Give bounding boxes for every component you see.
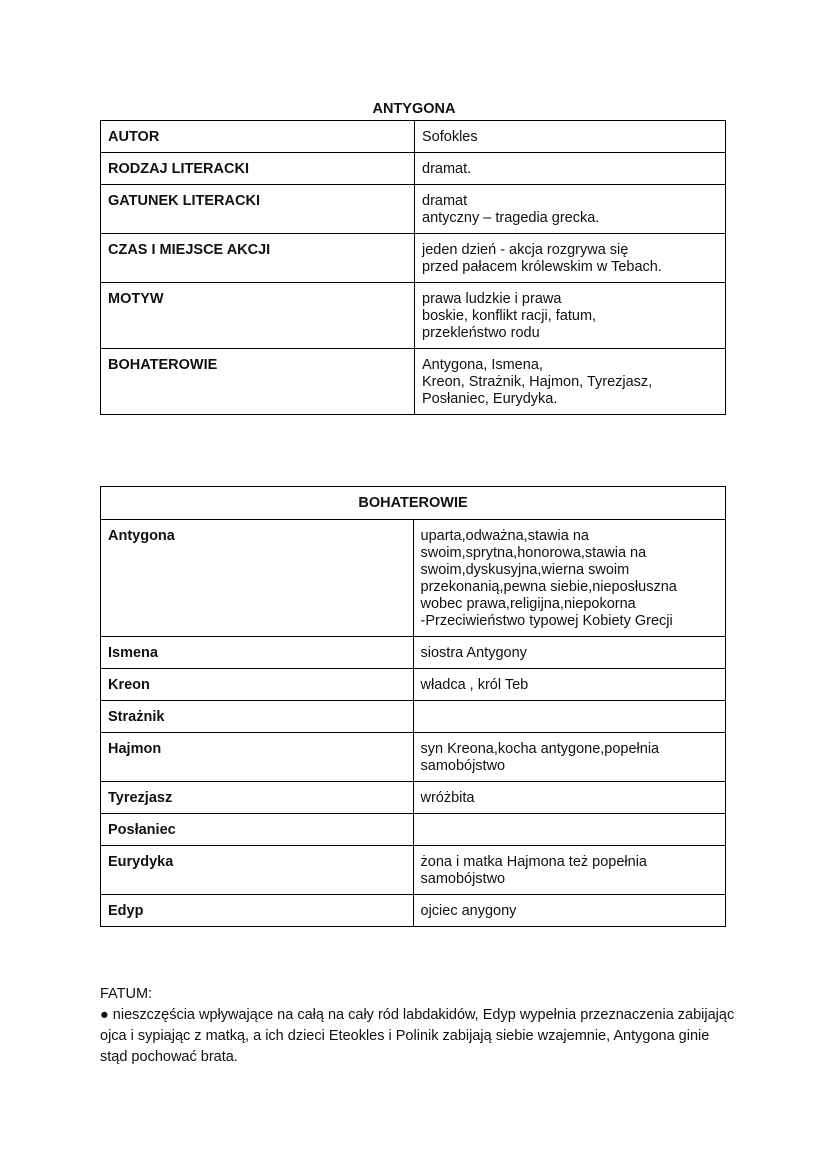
character-name: Hajmon <box>101 733 414 782</box>
table-row <box>101 814 726 846</box>
table-row <box>101 283 726 349</box>
character-name: Tyrezjasz <box>101 782 414 814</box>
character-desc: syn Kreona,kocha antygone,popełnia samobójstwo <box>413 733 726 782</box>
page-title: ANTYGONA <box>372 101 456 117</box>
table-row <box>101 349 726 415</box>
row-key: CZAS I MIEJSCE AKCJI <box>101 234 415 283</box>
fatum-text: ● nieszczęścia wpływające na całą na cały ród labdakidów, Edyp wypełnia przeznaczenia zabijając ojca i sypiając z matką, a ich dzieci Eteokles i Polinik zabijają siebie wzajemnie, Antygona ginie stąd pochować brata. <box>100 1007 735 1065</box>
character-desc: uparta,odważna,stawia na swoim,sprytna,honorowa,stawia na swoim,dyskusyjna,wierna swoim przekonanią,pewna siebie,nieposłuszna wobec prawa,religijna,niepokorna -Przeciwieństwo typowej Kobiety Grecji <box>413 520 726 637</box>
character-desc: ojciec anygony <box>413 895 726 927</box>
character-desc: żona i matka Hajmona też popełnia samobójstwo <box>413 846 726 895</box>
table-row <box>101 153 726 185</box>
fatum-heading: FATUM: <box>100 986 153 1002</box>
characters-header: BOHATEROWIE <box>101 487 726 520</box>
info-table <box>100 120 726 415</box>
table-row <box>101 895 726 927</box>
characters-table <box>100 486 726 927</box>
character-name: Kreon <box>101 669 414 701</box>
row-value: Sofokles <box>415 121 726 153</box>
table-row <box>101 234 726 283</box>
row-value: jeden dzień - akcja rozgrywa się przed pałacem królewskim w Tebach. <box>415 234 726 283</box>
table-row <box>101 846 726 895</box>
row-key: BOHATEROWIE <box>101 349 415 415</box>
character-name: Strażnik <box>101 701 414 733</box>
character-name: Posłaniec <box>101 814 414 846</box>
character-name: Eurydyka <box>101 846 414 895</box>
character-desc: wróżbita <box>413 782 726 814</box>
table-row <box>101 121 726 153</box>
row-value: dramat antyczny – tragedia grecka. <box>415 185 726 234</box>
character-desc: władca , król Teb <box>413 669 726 701</box>
row-value: prawa ludzkie i prawa boskie, konflikt racji, fatum, przekleństwo rodu <box>415 283 726 349</box>
character-name: Ismena <box>101 637 414 669</box>
table-row <box>101 782 726 814</box>
table-row <box>101 669 726 701</box>
row-key: RODZAJ LITERACKI <box>101 153 415 185</box>
character-desc <box>413 701 726 733</box>
character-desc: siostra Antygony <box>413 637 726 669</box>
character-desc <box>413 814 726 846</box>
table-row <box>101 637 726 669</box>
table-row <box>101 185 726 234</box>
row-value: dramat. <box>415 153 726 185</box>
character-name: Antygona <box>101 520 414 637</box>
table-header-row <box>101 487 726 520</box>
fatum-section <box>100 984 740 1068</box>
row-key: AUTOR <box>101 121 415 153</box>
table-row <box>101 701 726 733</box>
table-row <box>101 520 726 637</box>
row-value: Antygona, Ismena, Kreon, Strażnik, Hajmon, Tyrezjasz, Posłaniec, Eurydyka. <box>415 349 726 415</box>
row-key: MOTYW <box>101 283 415 349</box>
table-row <box>101 733 726 782</box>
row-key: GATUNEK LITERACKI <box>101 185 415 234</box>
character-name: Edyp <box>101 895 414 927</box>
